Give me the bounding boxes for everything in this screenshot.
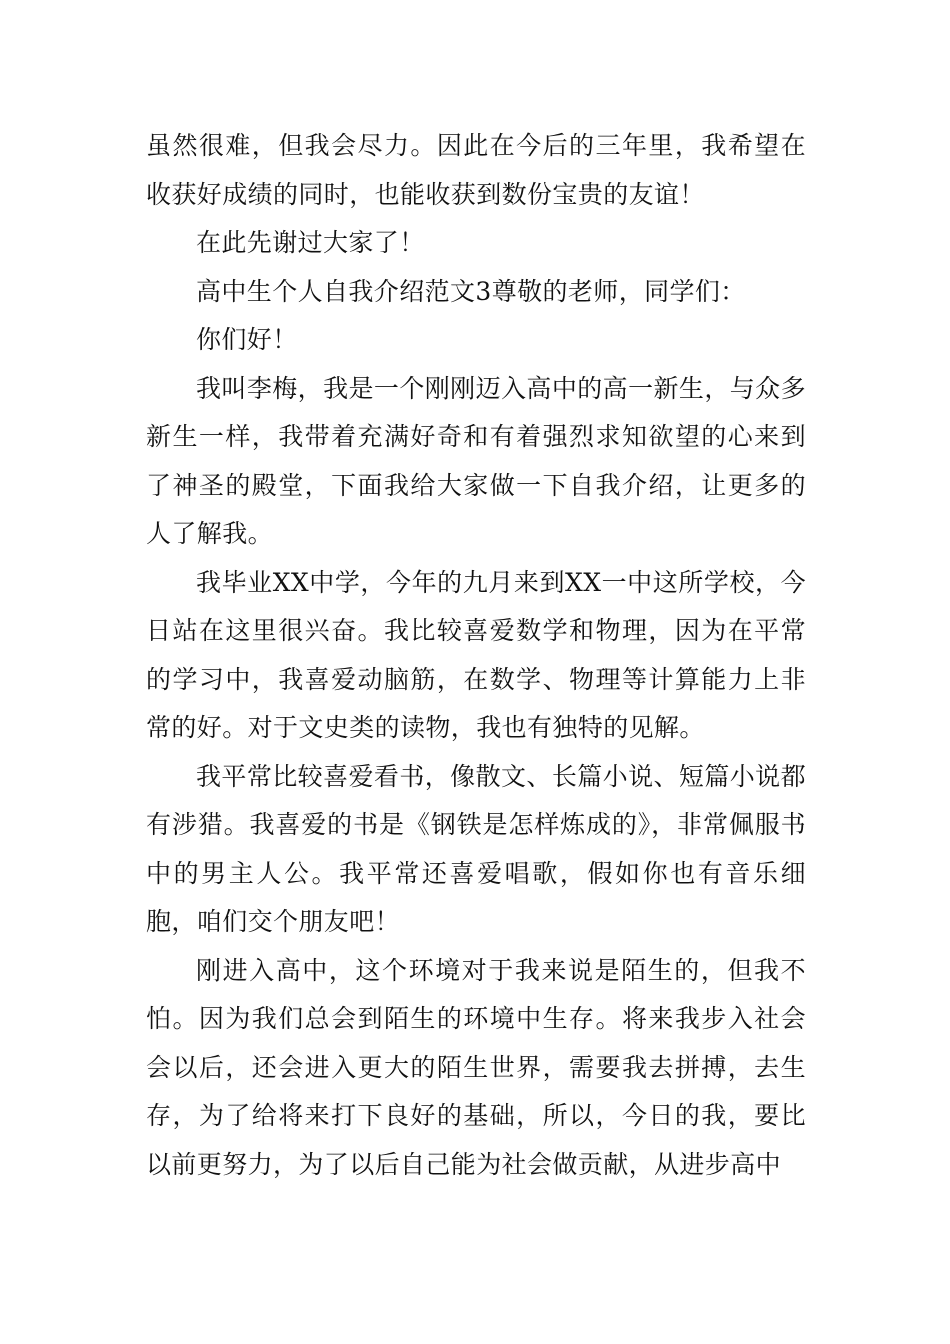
paragraph-5: 我叫李梅，我是一个刚刚迈入高中的高一新生，与众多新生一样，我带着充满好奇和有着强烈求知欲望的心来到了神圣的殿堂，下面我给大家做一下自我介绍，让更多的人了解我。 bbox=[146, 373, 806, 548]
paragraph-1: 虽然很难，但我会尽力。因此在今后的三年里，我希望在收获好成绩的同时，也能收获到数份宝贵的友谊！ bbox=[146, 131, 806, 209]
paragraph-4: 你们好！ bbox=[196, 325, 298, 354]
paragraph-7: 我平常比较喜爱看书，像散文、长篇小说、短篇小说都有涉猎。我喜爱的书是《钢铁是怎样炼成的》，非常佩服书中的男主人公。我平常还喜爱唱歌，假如你也有音乐细胞，咱们交个朋友吧！ bbox=[146, 761, 806, 936]
paragraph-2: 在此先谢过大家了！ bbox=[196, 228, 425, 257]
document-body bbox=[146, 122, 806, 1189]
paragraph-6: 我毕业XX中学，今年的九月来到XX一中这所学校，今日站在这里很兴奋。我比较喜爱数学和物理，因为在平常的学习中，我喜爱动脑筋，在数学、物理等计算能力上非常的好。对于文史类的读物，我也有独特的见解。 bbox=[146, 567, 806, 742]
paragraph-3: 高中生个人自我介绍范文3尊敬的老师，同学们： bbox=[196, 276, 746, 306]
paragraph-8: 刚进入高中，这个环境对于我来说是陌生的，但我不怕。因为我们总会到陌生的环境中生存。将来我步入社会会以后，还会进入更大的陌生世界，需要我去拼搏，去生存，为了给将来打下良好的基础，所以，今日的我，要比以前更努力，为了以后自己能为社会做贡献，从进步高中 bbox=[146, 955, 806, 1179]
